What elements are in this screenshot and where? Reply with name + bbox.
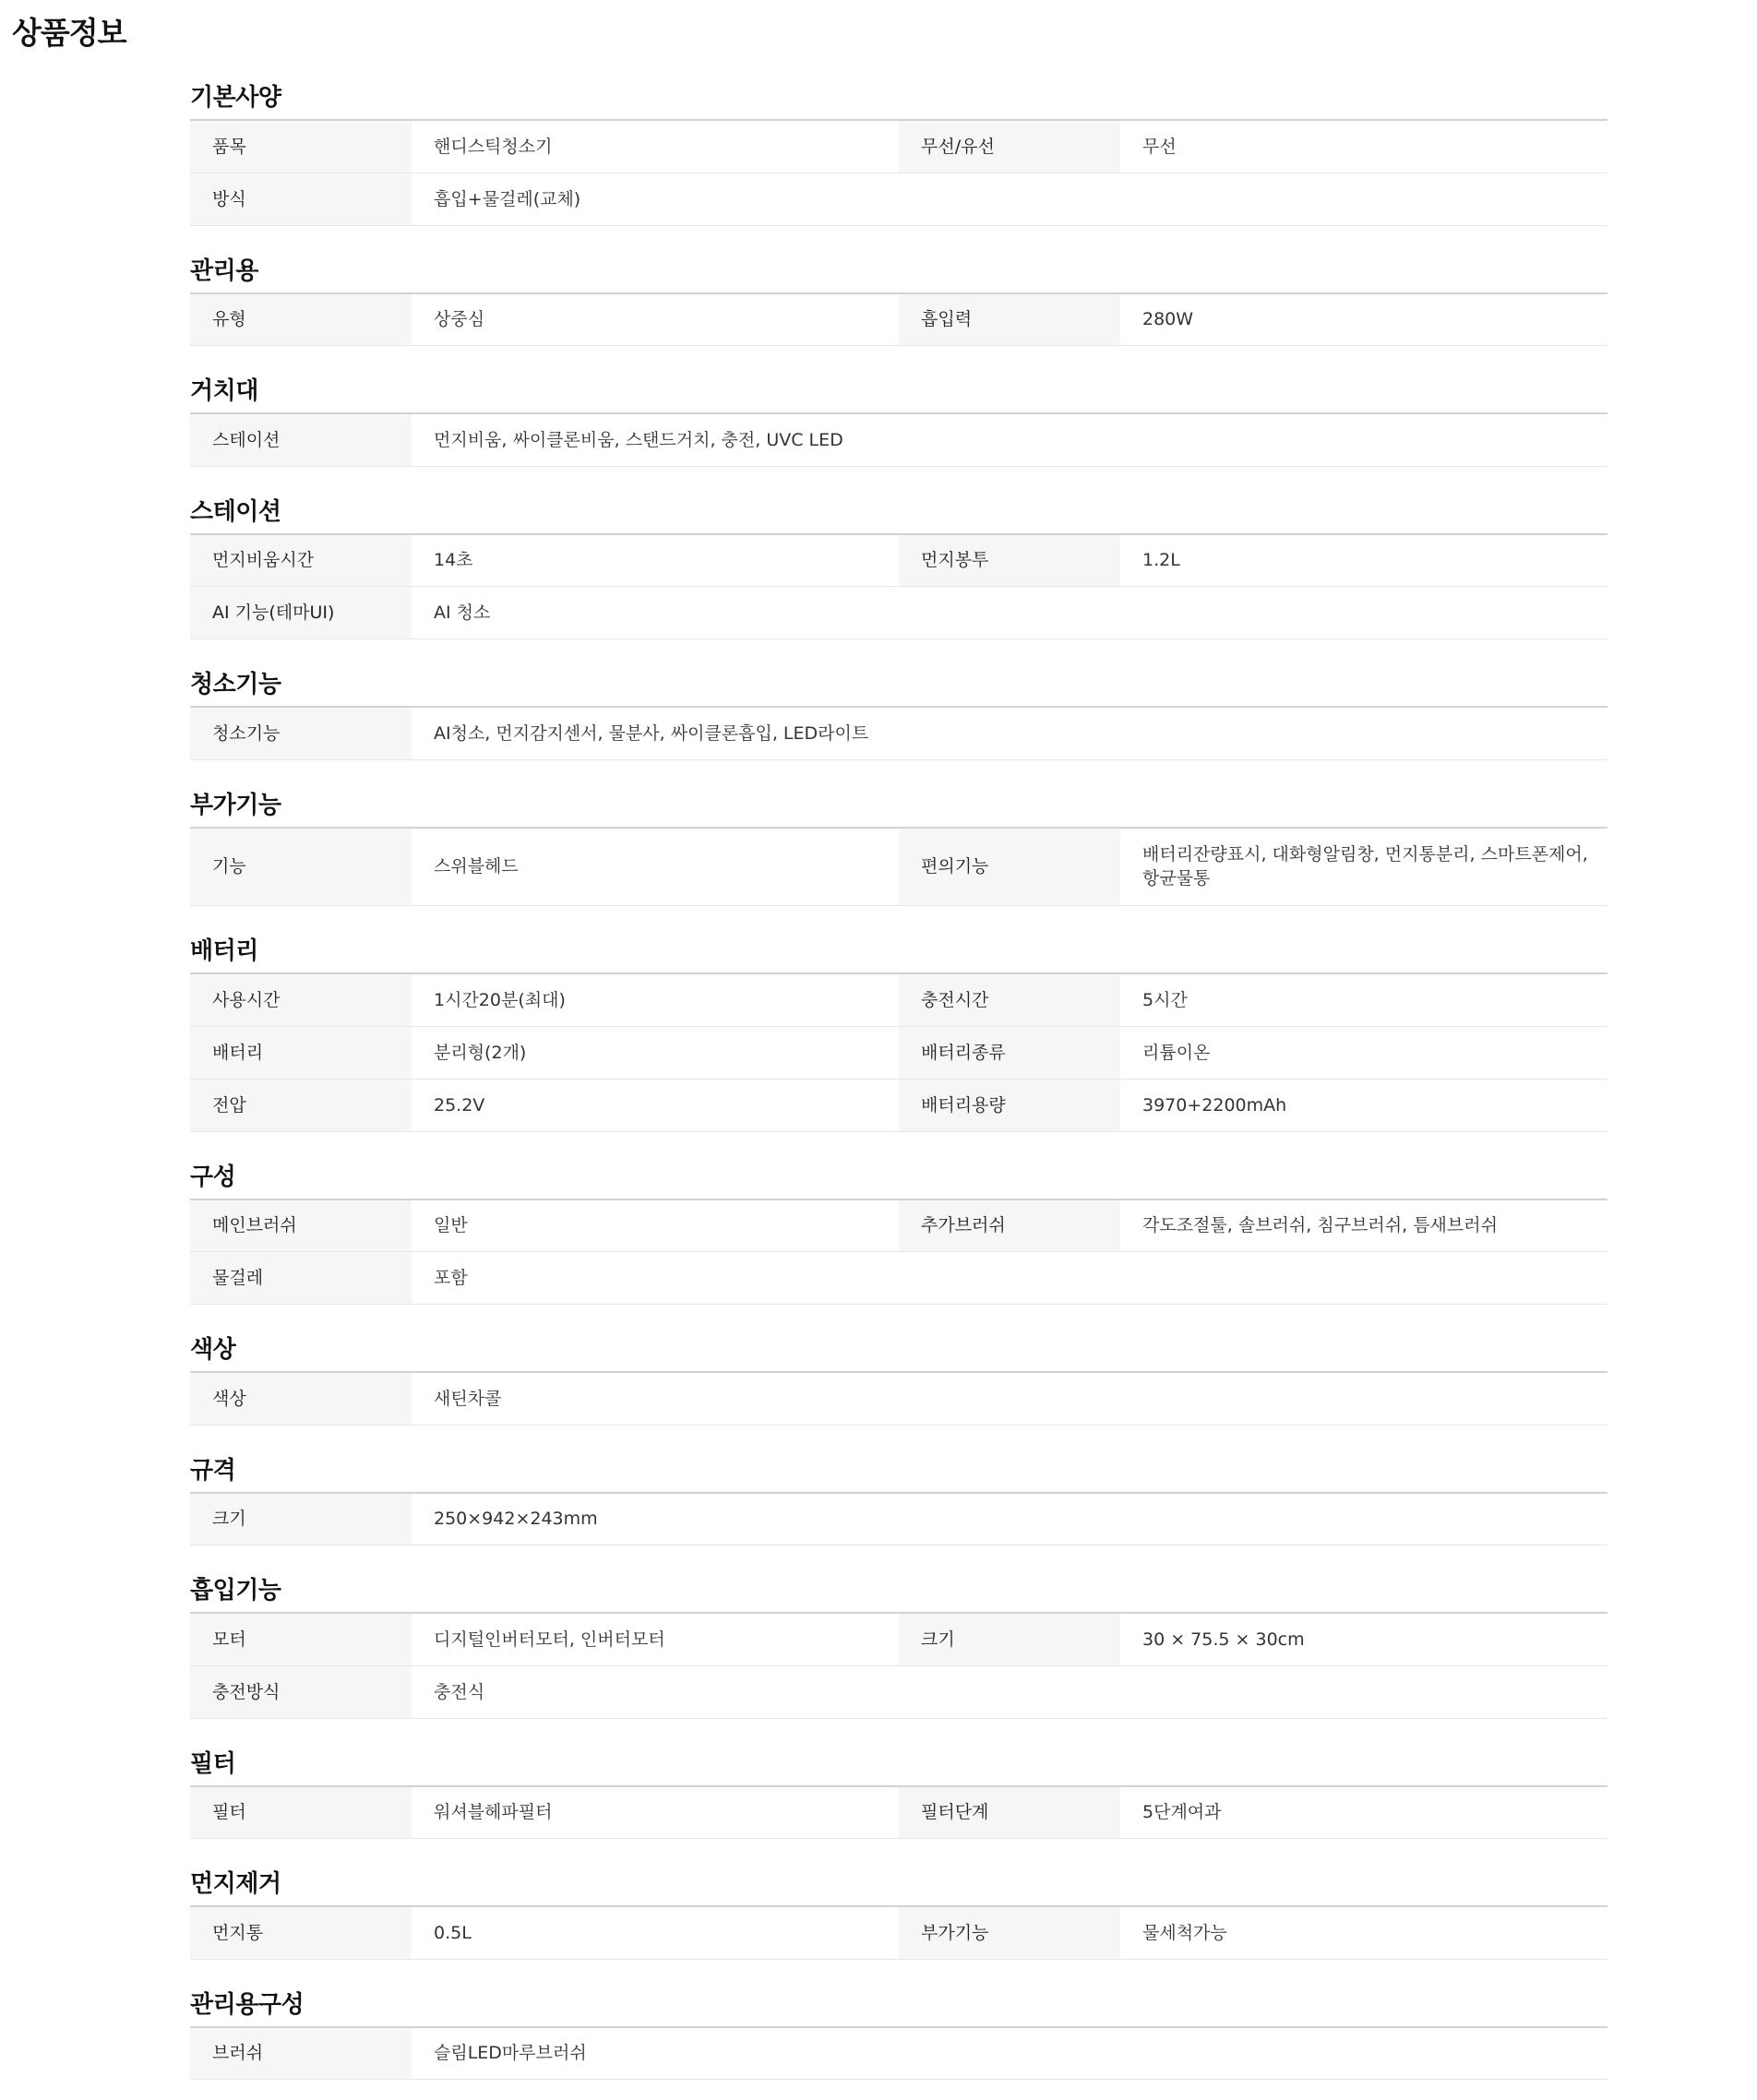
spec-value: 물세척가능 — [1120, 1906, 1608, 1959]
spec-table — [190, 706, 1608, 760]
table-row — [190, 1199, 1608, 1252]
spec-label: 메인브러쉬 — [190, 1199, 412, 1252]
spec-label: 브러쉬 — [190, 2027, 412, 2080]
section-title: 필터 — [190, 1749, 236, 1778]
spec-table — [190, 827, 1608, 907]
table-row — [190, 120, 1608, 173]
spec-value: 3970+2200mAh — [1120, 1079, 1608, 1131]
section-title: 관리용 — [190, 257, 258, 285]
spec-section — [190, 487, 1608, 640]
spec-value: 각도조절툴, 솔브러쉬, 침구브러쉬, 틈새브러쉬 — [1120, 1199, 1608, 1252]
spec-value: 1.2L — [1120, 534, 1608, 587]
spec-section — [190, 1739, 1608, 1840]
spec-section — [190, 1152, 1608, 1306]
spec-value: 1시간20분(최대) — [412, 973, 899, 1026]
spec-value: 상중심 — [412, 293, 899, 346]
spec-table — [190, 119, 1608, 226]
spec-section — [190, 246, 1608, 347]
spec-label: 흡입력 — [899, 293, 1120, 346]
section-title: 흡입기능 — [190, 1577, 281, 1605]
spec-label: 필터 — [190, 1786, 412, 1839]
spec-label: 배터리종류 — [899, 1026, 1120, 1079]
table-row — [190, 1252, 1608, 1305]
spec-table — [190, 1612, 1608, 1719]
table-row — [190, 173, 1608, 225]
spec-value: 워셔블헤파필터 — [412, 1786, 899, 1839]
spec-value: 충전식 — [412, 1665, 1608, 1718]
spec-label: 부가기능 — [899, 1906, 1120, 1959]
spec-label: 추가브러쉬 — [899, 1199, 1120, 1252]
section-title: 거치대 — [190, 377, 258, 405]
spec-value: AI 청소 — [412, 587, 1608, 639]
spec-table — [190, 972, 1608, 1132]
table-row — [190, 2027, 1608, 2080]
spec-value: 핸디스틱청소기 — [412, 120, 899, 173]
table-row — [190, 1372, 1608, 1425]
table-row — [190, 1665, 1608, 1718]
table-row — [190, 828, 1608, 906]
spec-label: 모터 — [190, 1613, 412, 1665]
spec-section — [190, 366, 1608, 467]
spec-label: AI 기능(테마UI) — [190, 587, 412, 639]
spec-label: 기능 — [190, 828, 412, 906]
section-title: 부가기능 — [190, 791, 281, 819]
section-title: 청소기능 — [190, 671, 281, 698]
table-row — [190, 1493, 1608, 1545]
table-row — [190, 293, 1608, 346]
spec-label: 색상 — [190, 1372, 412, 1425]
spec-label: 품목 — [190, 120, 412, 173]
spec-label: 물걸레 — [190, 1252, 412, 1305]
spec-value: 5단계여과 — [1120, 1786, 1608, 1839]
spec-table — [190, 1199, 1608, 1306]
spec-section — [190, 781, 1608, 907]
section-title: 구성 — [190, 1163, 236, 1191]
spec-table — [190, 533, 1608, 640]
spec-section — [190, 1566, 1608, 1719]
spec-value: 흡입+물걸레(교체) — [412, 173, 1608, 225]
spec-label: 먼지통 — [190, 1906, 412, 1959]
spec-value: 5시간 — [1120, 973, 1608, 1026]
section-title: 색상 — [190, 1336, 236, 1364]
spec-label: 사용시간 — [190, 973, 412, 1026]
page-title: 상품정보 — [12, 15, 126, 51]
table-row — [190, 973, 1608, 1026]
spec-label: 배터리 — [190, 1026, 412, 1079]
table-row — [190, 413, 1608, 466]
section-title: 관리용구성 — [190, 1990, 305, 2019]
table-row — [190, 707, 1608, 759]
spec-value: 먼지비움, 싸이클론비움, 스탠드거치, 충전, UVC LED — [412, 413, 1608, 466]
spec-section — [190, 73, 1608, 226]
spec-value: 배터리잔량표시, 대화형알림창, 먼지통분리, 스마트폰제어, 항균물통 — [1120, 828, 1608, 906]
spec-label: 배터리용량 — [899, 1079, 1120, 1131]
table-row — [190, 1026, 1608, 1079]
spec-label: 먼지비움시간 — [190, 534, 412, 587]
spec-value: 일반 — [412, 1199, 899, 1252]
spec-section — [190, 1325, 1608, 1426]
spec-section — [190, 1859, 1608, 1960]
spec-value: 스위블헤드 — [412, 828, 899, 906]
spec-value: 250×942×243mm — [412, 1493, 1608, 1545]
table-row — [190, 587, 1608, 639]
spec-label: 크기 — [899, 1613, 1120, 1665]
spec-value: 새틴차콜 — [412, 1372, 1608, 1425]
spec-label: 충전방식 — [190, 1665, 412, 1718]
table-row — [190, 1786, 1608, 1839]
spec-value: 분리형(2개) — [412, 1026, 899, 1079]
spec-label: 무선/유선 — [899, 120, 1120, 173]
spec-value: 0.5L — [412, 1906, 899, 1959]
spec-label: 방식 — [190, 173, 412, 225]
spec-value: 무선 — [1120, 120, 1608, 173]
spec-section — [190, 660, 1608, 760]
spec-table — [190, 1371, 1608, 1426]
spec-label: 유형 — [190, 293, 412, 346]
spec-label: 청소기능 — [190, 707, 412, 759]
spec-table — [190, 292, 1608, 347]
spec-value: AI청소, 먼지감지센서, 물분사, 싸이클론흡입, LED라이트 — [412, 707, 1608, 759]
spec-sections — [190, 73, 1608, 2100]
spec-label: 충전시간 — [899, 973, 1120, 1026]
spec-label: 필터단계 — [899, 1786, 1120, 1839]
section-title: 먼지제거 — [190, 1870, 281, 1898]
section-title: 기본사양 — [190, 84, 281, 112]
spec-table — [190, 1492, 1608, 1546]
spec-value: 30 × 75.5 × 30cm — [1120, 1613, 1608, 1665]
spec-value: 280W — [1120, 293, 1608, 346]
table-row — [190, 1906, 1608, 1959]
spec-table — [190, 412, 1608, 467]
section-title: 배터리 — [190, 937, 258, 965]
spec-value: 슬림LED마루브러쉬 — [412, 2027, 1608, 2080]
spec-label: 스테이션 — [190, 413, 412, 466]
spec-value: 리튬이온 — [1120, 1026, 1608, 1079]
spec-value: 25.2V — [412, 1079, 899, 1131]
spec-label: 먼지봉투 — [899, 534, 1120, 587]
spec-label: 크기 — [190, 1493, 412, 1545]
spec-value: 포함 — [412, 1252, 1608, 1305]
spec-section — [190, 1446, 1608, 1546]
section-title: 스테이션 — [190, 497, 281, 526]
section-title: 규격 — [190, 1456, 236, 1485]
spec-table — [190, 1785, 1608, 1840]
spec-label: 전압 — [190, 1079, 412, 1131]
table-row — [190, 1613, 1608, 1665]
spec-table — [190, 1905, 1608, 1960]
spec-value: 14초 — [412, 534, 899, 587]
table-row — [190, 1079, 1608, 1131]
spec-value: 디지털인버터모터, 인버터모터 — [412, 1613, 899, 1665]
spec-label: 편의기능 — [899, 828, 1120, 906]
table-row — [190, 534, 1608, 587]
spec-section — [190, 926, 1608, 1132]
spec-table — [190, 2026, 1608, 2081]
